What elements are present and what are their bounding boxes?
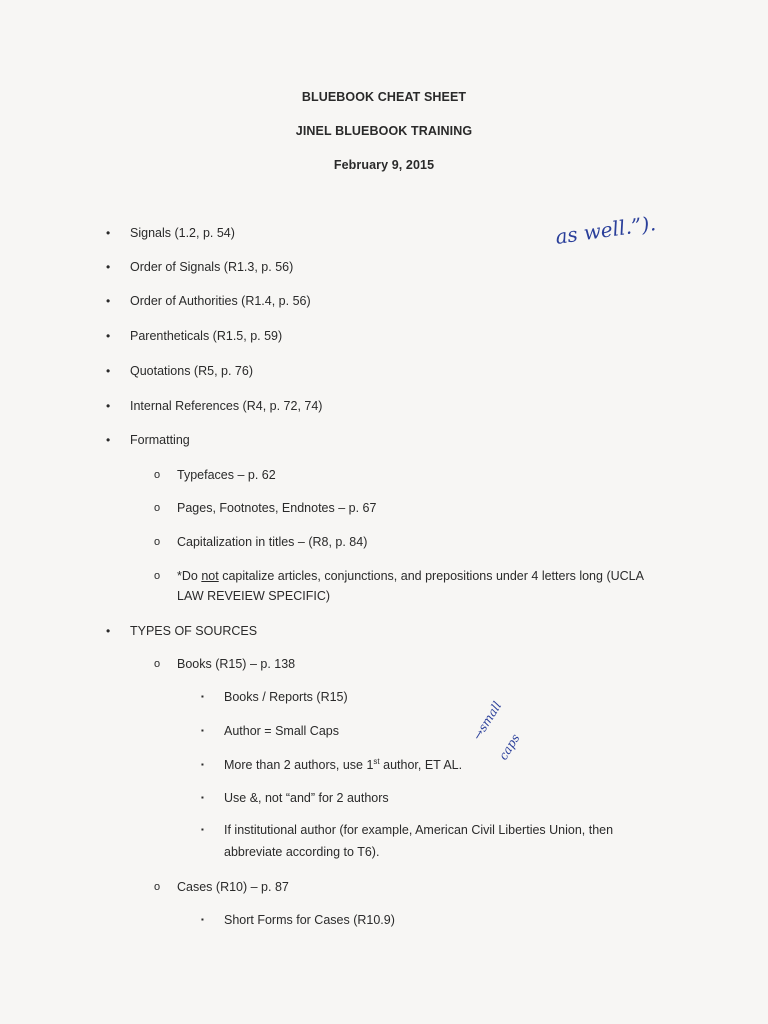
list-item-signals: Signals (1.2, p. 54): [130, 226, 235, 240]
list-item-cases: Cases (R10) – p. 87: [177, 880, 289, 894]
handwritten-note-as-well: as well.”).: [553, 211, 658, 249]
list-item-short-forms: Short Forms for Cases (R10.9): [224, 913, 395, 927]
square-bullet-marker: ▪: [201, 760, 204, 769]
bullet-marker: •: [106, 433, 111, 447]
sub-bullet-marker: o: [154, 570, 161, 582]
document-title: BLUEBOOK CHEAT SHEET: [301, 90, 467, 104]
sub-bullet-marker: o: [154, 469, 161, 481]
bullet-marker: •: [106, 364, 111, 378]
list-item-quotations: Quotations (R5, p. 76): [130, 364, 253, 378]
list-item-do-not-capitalize: [177, 565, 644, 587]
list-item-institutional-author: If institutional author (for example, American Civil Liberties Union, then: [224, 823, 614, 837]
sub-bullet-marker: o: [154, 536, 161, 548]
square-bullet-marker: ▪: [201, 793, 204, 802]
document-date: February 9, 2015: [333, 158, 435, 172]
bullet-marker: •: [106, 226, 111, 240]
square-bullet-marker: ▪: [201, 692, 204, 701]
list-item-parentheticals: Parentheticals (R1.5, p. 59): [130, 329, 283, 343]
handwritten-note-caps: caps: [496, 731, 523, 763]
list-item-books: Books (R15) – p. 138: [177, 657, 296, 671]
sub-bullet-marker: o: [154, 881, 161, 893]
sub-bullet-marker: o: [154, 658, 161, 670]
square-bullet-marker: ▪: [201, 726, 204, 735]
list-item-pages: Pages, Footnotes, Endnotes – p. 67: [177, 501, 377, 515]
square-bullet-marker: ▪: [201, 915, 204, 924]
more-authors-text-b: author, ET AL.: [379, 758, 463, 772]
bullet-marker: •: [106, 624, 111, 638]
bullet-marker: •: [106, 294, 111, 308]
bullet-marker: •: [106, 260, 111, 274]
list-item-capitalization: Capitalization in titles – (R8, p. 84): [177, 535, 368, 549]
list-item-author-small-caps: Author = Small Caps: [224, 724, 339, 738]
list-item-do-not-capitalize-cont: LAW REVEIEW SPECIFIC): [177, 589, 331, 603]
bullet-marker: •: [106, 329, 111, 343]
list-item-order-authorities: Order of Authorities (R1.4, p. 56): [130, 294, 311, 308]
list-item-internal-references: Internal References (R4, p. 72, 74): [130, 399, 323, 413]
list-item-formatting: Formatting: [130, 433, 190, 447]
list-item-typefaces: Typefaces – p. 62: [177, 468, 276, 482]
square-bullet-marker: ▪: [201, 825, 204, 834]
handwritten-note-small: →small: [470, 699, 505, 743]
list-item-books-reports: Books / Reports (R15): [224, 690, 348, 704]
bullet-marker: •: [106, 399, 111, 413]
list-item-order-signals: Order of Signals (R1.3, p. 56): [130, 260, 294, 274]
list-item-more-than-2-authors: [224, 754, 462, 776]
list-item-types-of-sources: TYPES OF SOURCES: [130, 624, 258, 638]
do-not-underlined: not: [201, 569, 219, 583]
do-not-rest: capitalize articles, conjunctions, and prepositions under 4 letters long (UCLA: [218, 569, 644, 583]
sub-bullet-marker: o: [154, 502, 161, 514]
more-authors-superscript: st: [373, 756, 380, 766]
do-not-prefix: *Do: [177, 569, 202, 583]
document-subtitle: JINEL BLUEBOOK TRAINING: [295, 124, 473, 138]
list-item-use-ampersand: Use &, not “and” for 2 authors: [224, 791, 389, 805]
list-item-institutional-author-cont: abbreviate according to T6).: [224, 845, 380, 859]
more-authors-text-a: More than 2 authors, use 1: [224, 758, 374, 772]
